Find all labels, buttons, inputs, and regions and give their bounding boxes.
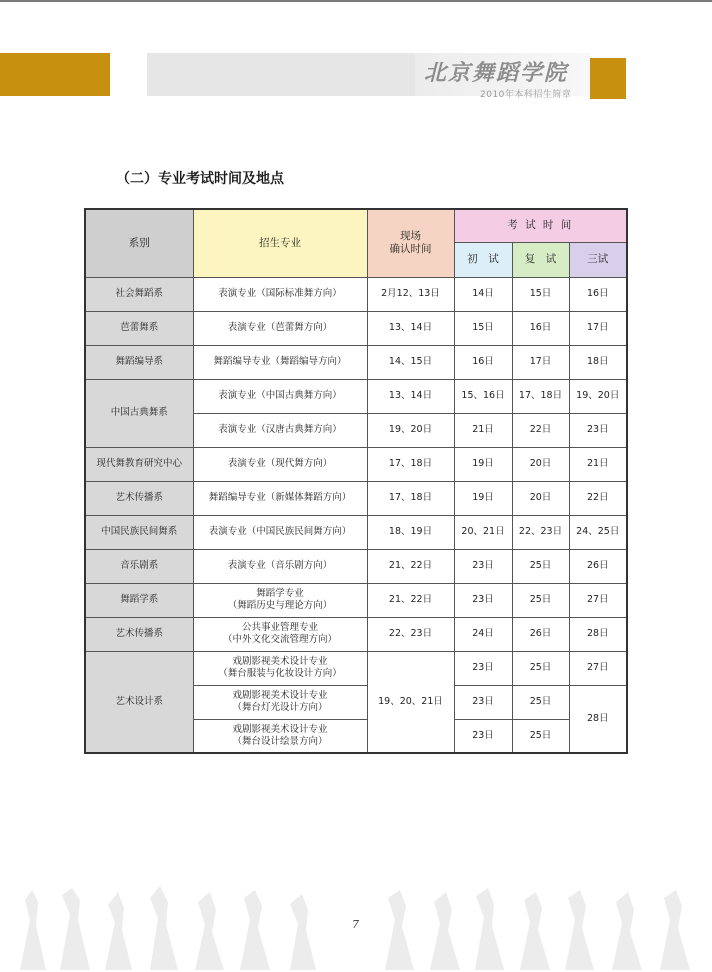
header-confirm-time: 现场 确认时间: [367, 209, 454, 277]
second-exam-cell: 26日: [512, 617, 569, 651]
confirm-cell: 22、23日: [367, 617, 454, 651]
second-exam-cell: 22日: [512, 413, 569, 447]
header-band-middle: [147, 53, 415, 96]
confirm-cell: 18、19日: [367, 515, 454, 549]
confirm-cell: 17、18日: [367, 447, 454, 481]
header-department: 系别: [85, 209, 193, 277]
second-exam-cell: 25日: [512, 583, 569, 617]
major-cell: 表演专业（现代舞方向）: [193, 447, 367, 481]
first-exam-cell: 23日: [454, 583, 512, 617]
major-cell: 公共事业管理专业 （中外文化交流管理方向）: [193, 617, 367, 651]
first-exam-cell: 15、16日: [454, 379, 512, 413]
first-exam-cell: 21日: [454, 413, 512, 447]
third-exam-cell: 28日: [569, 617, 627, 651]
major-cell: 表演专业（音乐剧方向）: [193, 549, 367, 583]
table-row: [85, 481, 627, 515]
second-exam-cell: 25日: [512, 651, 569, 685]
second-exam-cell: 17、18日: [512, 379, 569, 413]
section-title: （二）专业考试时间及地点: [116, 171, 284, 187]
confirm-cell: 21、22日: [367, 583, 454, 617]
major-cell: 表演专业（中国民族民间舞方向）: [193, 515, 367, 549]
header-third-exam: 三试: [569, 242, 627, 277]
major-cell: 舞蹈编导专业（新媒体舞蹈方向）: [193, 481, 367, 515]
table-row: [85, 379, 627, 413]
table-row: [85, 515, 627, 549]
major-cell: 表演专业（芭蕾舞方向）: [193, 311, 367, 345]
exam-schedule-table: [84, 208, 628, 754]
first-exam-cell: 23日: [454, 651, 512, 685]
first-exam-cell: 19日: [454, 447, 512, 481]
header-major: 招生专业: [193, 209, 367, 277]
confirm-cell: 21、22日: [367, 549, 454, 583]
confirm-cell: 13、14日: [367, 379, 454, 413]
second-exam-cell: 25日: [512, 719, 569, 753]
second-exam-cell: 15日: [512, 277, 569, 311]
confirm-cell: 2月12、13日: [367, 277, 454, 311]
header-exam-time: 考 试 时 间: [454, 209, 627, 242]
table-row: [85, 583, 627, 617]
department-cell: 舞蹈编导系: [85, 345, 193, 379]
second-exam-cell: 25日: [512, 685, 569, 719]
header-band-left: [0, 53, 110, 96]
first-exam-cell: 23日: [454, 719, 512, 753]
second-exam-cell: 25日: [512, 549, 569, 583]
second-exam-cell: 20日: [512, 481, 569, 515]
header-band-right: [590, 58, 626, 99]
second-exam-cell: 22、23日: [512, 515, 569, 549]
department-cell: 艺术传播系: [85, 617, 193, 651]
third-exam-cell: 27日: [569, 651, 627, 685]
third-exam-cell: 27日: [569, 583, 627, 617]
table-row: [85, 345, 627, 379]
third-exam-cell: 18日: [569, 345, 627, 379]
major-cell: 表演专业（国际标准舞方向）: [193, 277, 367, 311]
table-row: [85, 447, 627, 481]
header-second-exam: 复 试: [512, 242, 569, 277]
major-cell: 戏剧影视美术设计专业 （舞台服装与化妆设计方向）: [193, 651, 367, 685]
third-exam-cell: 19、20日: [569, 379, 627, 413]
confirm-cell: 14、15日: [367, 345, 454, 379]
third-exam-cell: 22日: [569, 481, 627, 515]
third-exam-cell: 28日: [569, 685, 627, 753]
table-row: [85, 549, 627, 583]
confirm-cell: 19、20日: [367, 413, 454, 447]
confirm-cell: 19、20、21日: [367, 651, 454, 753]
first-exam-cell: 24日: [454, 617, 512, 651]
department-cell: 中国古典舞系: [85, 379, 193, 447]
major-cell: 舞蹈编导专业（舞蹈编导方向）: [193, 345, 367, 379]
department-cell: 中国民族民间舞系: [85, 515, 193, 549]
third-exam-cell: 23日: [569, 413, 627, 447]
department-cell: 艺术传播系: [85, 481, 193, 515]
header-first-exam: 初 试: [454, 242, 512, 277]
table-row: [85, 651, 627, 685]
first-exam-cell: 23日: [454, 549, 512, 583]
department-cell: 芭蕾舞系: [85, 311, 193, 345]
department-cell: 舞蹈学系: [85, 583, 193, 617]
second-exam-cell: 17日: [512, 345, 569, 379]
third-exam-cell: 24、25日: [569, 515, 627, 549]
department-cell: 艺术设计系: [85, 651, 193, 753]
first-exam-cell: 20、21日: [454, 515, 512, 549]
major-cell: 戏剧影视美术设计专业 （舞台设计绘景方向）: [193, 719, 367, 753]
top-rule: [0, 0, 712, 2]
department-cell: 社会舞蹈系: [85, 277, 193, 311]
guide-title: 2010年本科招生简章: [480, 90, 572, 100]
department-cell: 音乐剧系: [85, 549, 193, 583]
third-exam-cell: 21日: [569, 447, 627, 481]
first-exam-cell: 15日: [454, 311, 512, 345]
major-cell: 表演专业（汉唐古典舞方向）: [193, 413, 367, 447]
table-row: [85, 277, 627, 311]
first-exam-cell: 19日: [454, 481, 512, 515]
major-cell: 戏剧影视美术设计专业 （舞台灯光设计方向）: [193, 685, 367, 719]
second-exam-cell: 16日: [512, 311, 569, 345]
third-exam-cell: 16日: [569, 277, 627, 311]
confirm-cell: 13、14日: [367, 311, 454, 345]
school-name-logo: 北京舞蹈学院: [424, 60, 569, 86]
second-exam-cell: 20日: [512, 447, 569, 481]
third-exam-cell: 17日: [569, 311, 627, 345]
table-row: [85, 617, 627, 651]
first-exam-cell: 23日: [454, 685, 512, 719]
first-exam-cell: 16日: [454, 345, 512, 379]
table-row: [85, 311, 627, 345]
department-cell: 现代舞教育研究中心: [85, 447, 193, 481]
major-cell: 舞蹈学专业 （舞蹈历史与理论方向）: [193, 583, 367, 617]
first-exam-cell: 14日: [454, 277, 512, 311]
confirm-cell: 17、18日: [367, 481, 454, 515]
page-number: 7: [352, 918, 359, 931]
third-exam-cell: 26日: [569, 549, 627, 583]
major-cell: 表演专业（中国古典舞方向）: [193, 379, 367, 413]
